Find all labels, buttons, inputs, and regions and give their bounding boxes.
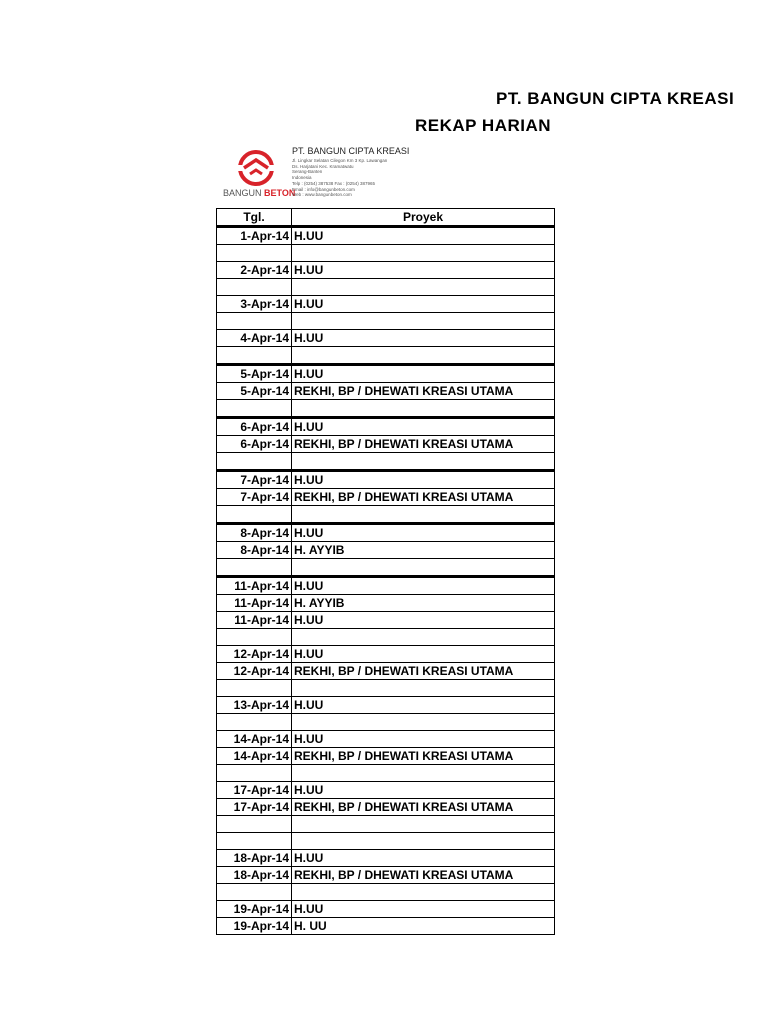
table-row — [217, 629, 555, 646]
cell-project: H.UU — [292, 782, 555, 799]
table-row — [217, 748, 555, 765]
cell-project: H.UU — [292, 524, 555, 542]
cell-date: 14-Apr-14 — [217, 748, 292, 765]
cell-date — [217, 245, 292, 262]
document-subtitle: REKAP HARIAN — [415, 116, 552, 135]
cell-project: REKHI, BP / DHEWATI KREASI UTAMA — [292, 867, 555, 884]
cell-project: REKHI, BP / DHEWATI KREASI UTAMA — [292, 799, 555, 816]
table-row — [217, 313, 555, 330]
cell-date: 7-Apr-14 — [217, 471, 292, 489]
cell-date: 5-Apr-14 — [217, 365, 292, 383]
cell-project: H.UU — [292, 850, 555, 867]
daily-recap-table — [216, 208, 555, 935]
company-address2: Ds. Harjatani Kec. Kramatwatu — [292, 163, 354, 169]
table-row — [217, 577, 555, 595]
cell-date — [217, 816, 292, 833]
brand-wordmark — [223, 188, 295, 198]
cell-date: 11-Apr-14 — [217, 577, 292, 595]
cell-project — [292, 245, 555, 262]
cell-project: H.UU — [292, 262, 555, 279]
cell-project — [292, 629, 555, 646]
cell-date: 11-Apr-14 — [217, 612, 292, 629]
cell-date: 17-Apr-14 — [217, 782, 292, 799]
table-row — [217, 365, 555, 383]
table-row — [217, 383, 555, 400]
cell-project: H. AYYIB — [292, 595, 555, 612]
cell-date — [217, 559, 292, 577]
cell-project: H.UU — [292, 577, 555, 595]
cell-project: H.UU — [292, 901, 555, 918]
cell-project: H.UU — [292, 296, 555, 313]
table-row — [217, 400, 555, 418]
table-row — [217, 489, 555, 506]
company-address1: Jl. Lingkar Selatan Cilegon Km 3 Kp. Lawangan — [292, 158, 388, 163]
cell-date — [217, 714, 292, 731]
cell-project: REKHI, BP / DHEWATI KREASI UTAMA — [292, 748, 555, 765]
cell-project: H.UU — [292, 697, 555, 714]
company-logo-icon — [234, 148, 278, 188]
table-row — [217, 884, 555, 901]
table-row — [217, 663, 555, 680]
cell-project: H. AYYIB — [292, 542, 555, 559]
cell-project: REKHI, BP / DHEWATI KREASI UTAMA — [292, 489, 555, 506]
column-header-date: Tgl. — [217, 209, 292, 227]
table-row — [217, 471, 555, 489]
cell-date — [217, 453, 292, 471]
table-row — [217, 524, 555, 542]
cell-project: H.UU — [292, 471, 555, 489]
cell-date: 6-Apr-14 — [217, 418, 292, 436]
company-city: Serang-Banten — [292, 169, 323, 175]
cell-project: H.UU — [292, 612, 555, 629]
cell-project: H.UU — [292, 731, 555, 748]
cell-date: 13-Apr-14 — [217, 697, 292, 714]
table-row — [217, 799, 555, 816]
cell-project: REKHI, BP / DHEWATI KREASI UTAMA — [292, 436, 555, 453]
table-row — [217, 731, 555, 748]
table-row — [217, 436, 555, 453]
cell-date: 6-Apr-14 — [217, 436, 292, 453]
table-row — [217, 245, 555, 262]
table-row — [217, 816, 555, 833]
cell-date: 4-Apr-14 — [217, 330, 292, 347]
table-row — [217, 714, 555, 731]
table-row — [217, 901, 555, 918]
company-country: Indonesia — [292, 175, 312, 181]
table-row — [217, 595, 555, 612]
cell-project — [292, 680, 555, 697]
cell-date: 2-Apr-14 — [217, 262, 292, 279]
cell-date — [217, 884, 292, 901]
cell-project: H. UU — [292, 918, 555, 935]
table-row — [217, 453, 555, 471]
company-info — [292, 146, 422, 198]
cell-date — [217, 347, 292, 365]
brand-left: BANGUN — [223, 188, 262, 198]
table-row — [217, 833, 555, 850]
cell-project: H.UU — [292, 365, 555, 383]
company-email: Email : info@bangunbeton.com — [292, 186, 355, 192]
cell-date: 17-Apr-14 — [217, 799, 292, 816]
cell-date: 14-Apr-14 — [217, 731, 292, 748]
cell-project: H.UU — [292, 330, 555, 347]
table-row — [217, 697, 555, 714]
cell-date: 18-Apr-14 — [217, 867, 292, 884]
cell-project — [292, 833, 555, 850]
cell-project — [292, 400, 555, 418]
cell-date — [217, 629, 292, 646]
cell-date — [217, 313, 292, 330]
cell-project: H.UU — [292, 646, 555, 663]
table-row — [217, 782, 555, 799]
cell-project — [292, 765, 555, 782]
cell-project — [292, 506, 555, 524]
table-row — [217, 646, 555, 663]
table-row — [217, 612, 555, 629]
cell-project — [292, 347, 555, 365]
cell-project: H.UU — [292, 227, 555, 245]
cell-date — [217, 765, 292, 782]
cell-project: H.UU — [292, 418, 555, 436]
table-row — [217, 542, 555, 559]
brand-right: BETON — [264, 188, 296, 198]
cell-project — [292, 559, 555, 577]
cell-date: 1-Apr-14 — [217, 227, 292, 245]
table-body — [217, 227, 555, 935]
cell-project: REKHI, BP / DHEWATI KREASI UTAMA — [292, 383, 555, 400]
cell-date: 5-Apr-14 — [217, 383, 292, 400]
cell-project — [292, 279, 555, 296]
cell-date — [217, 279, 292, 296]
table-row — [217, 418, 555, 436]
cell-date: 18-Apr-14 — [217, 850, 292, 867]
cell-date: 7-Apr-14 — [217, 489, 292, 506]
column-header-project: Proyek — [292, 209, 555, 227]
cell-date: 8-Apr-14 — [217, 542, 292, 559]
table-row — [217, 867, 555, 884]
table-row — [217, 262, 555, 279]
cell-project — [292, 714, 555, 731]
cell-project: REKHI, BP / DHEWATI KREASI UTAMA — [292, 663, 555, 680]
cell-date: 19-Apr-14 — [217, 918, 292, 935]
company-name: PT. BANGUN CIPTA KREASI — [292, 146, 410, 156]
table-row — [217, 850, 555, 867]
cell-project — [292, 313, 555, 330]
cell-date: 8-Apr-14 — [217, 524, 292, 542]
cell-project — [292, 816, 555, 833]
table-row — [217, 330, 555, 347]
cell-date — [217, 833, 292, 850]
cell-project — [292, 453, 555, 471]
cell-date: 11-Apr-14 — [217, 595, 292, 612]
cell-date — [217, 680, 292, 697]
cell-date: 12-Apr-14 — [217, 663, 292, 680]
table-row — [217, 347, 555, 365]
document-title: PT. BANGUN CIPTA KREASI — [496, 89, 735, 108]
table-row — [217, 227, 555, 245]
table-row — [217, 506, 555, 524]
cell-date — [217, 400, 292, 418]
company-web: Web : www.bangunbeton.com — [292, 192, 352, 198]
cell-date: 3-Apr-14 — [217, 296, 292, 313]
table-row — [217, 918, 555, 935]
cell-project — [292, 884, 555, 901]
table-header-row — [217, 209, 555, 227]
table-row — [217, 680, 555, 697]
table-row — [217, 296, 555, 313]
cell-date: 12-Apr-14 — [217, 646, 292, 663]
table-row — [217, 279, 555, 296]
cell-date: 19-Apr-14 — [217, 901, 292, 918]
table-row — [217, 765, 555, 782]
cell-date — [217, 506, 292, 524]
company-phone: Telp : (0254) 387538 Fax : (0254) 387965 — [292, 180, 376, 186]
table-row — [217, 559, 555, 577]
